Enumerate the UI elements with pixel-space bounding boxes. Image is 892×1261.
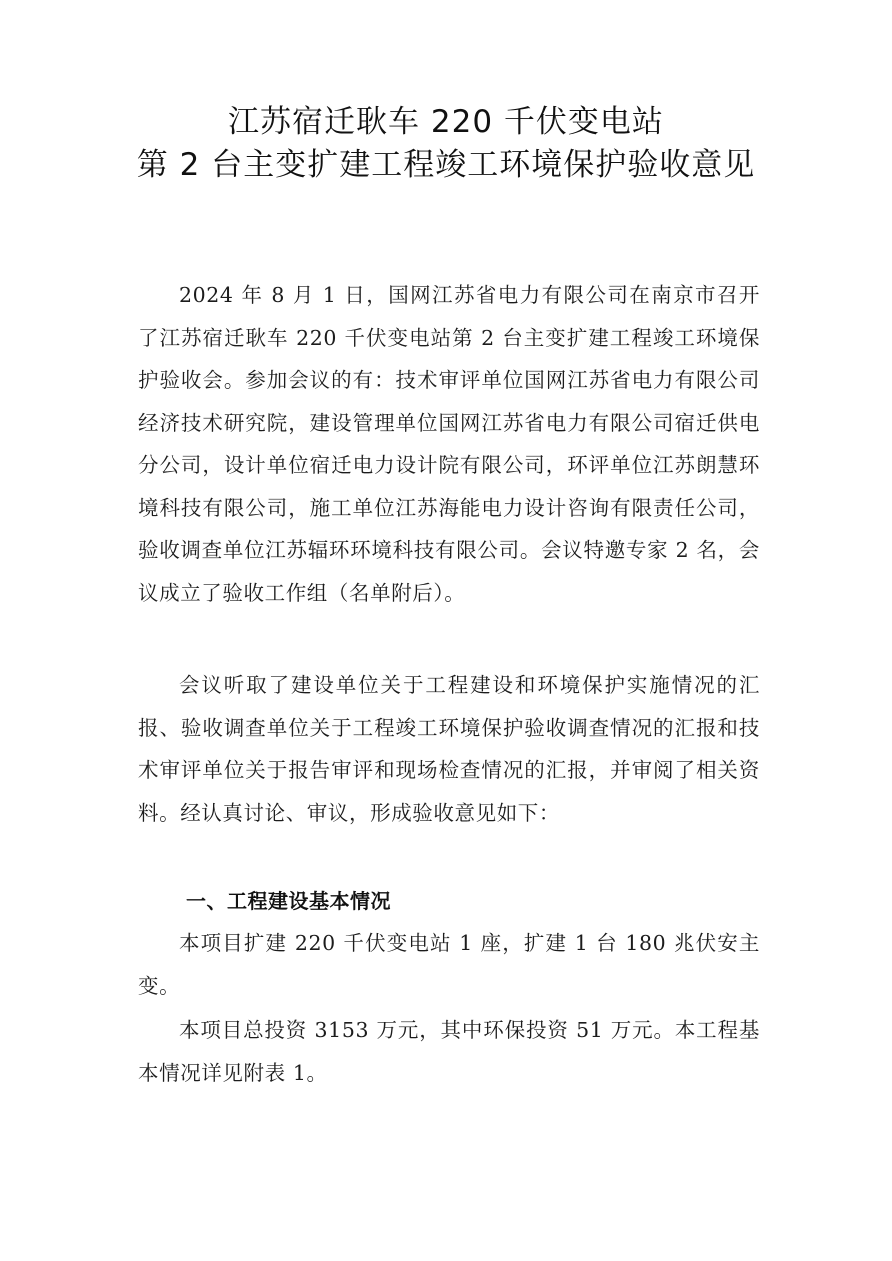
document-title-line-1: 江苏宿迁耿车 220 千伏变电站: [228, 104, 664, 140]
paragraph-project-investment: 本项目总投资 3153 万元，其中环保投资 51 万元。本工程基本情况详见附表 1。: [138, 1018, 760, 1085]
section-heading-basic-info: 一、工程建设基本情况: [186, 889, 391, 913]
paragraph-meeting-overview: 2024 年 8 月 1 日，国网江苏省电力有限公司在南京市召开了江苏宿迁耿车 220 千伏变电站第 2 台主变扩建工程竣工环境保护验收会。参加会议的有：技术审评单位国网江苏省电力有限公司经济技术研究院，建设管理单位国网江苏省电力有限公司宿迁供电分公司，设计单位宿迁电力设计院有限公司，环评单位江苏朗慧环境科技有限公司，施工单位江苏海能电力设计咨询有限责任公司，验收调查单位江苏辐环环境科技有限公司。会议特邀专家 2 名，会议成立了验收工作组（名单附后）。: [138, 283, 760, 605]
document-title-line-2: 第 2 台主变扩建工程竣工环境保护验收意见: [136, 147, 756, 183]
paragraph-meeting-proceedings: 会议听取了建设单位关于工程建设和环境保护实施情况的汇报、验收调查单位关于工程竣工环境保护验收调查情况的汇报和技术审评单位关于报告审评和现场检查情况的汇报，并审阅了相关资料。经认真讨论、审议，形成验收意见如下：: [138, 673, 760, 825]
paragraph-project-scope: 本项目扩建 220 千伏变电站 1 座，扩建 1 台 180 兆伏安主变。: [138, 931, 760, 998]
